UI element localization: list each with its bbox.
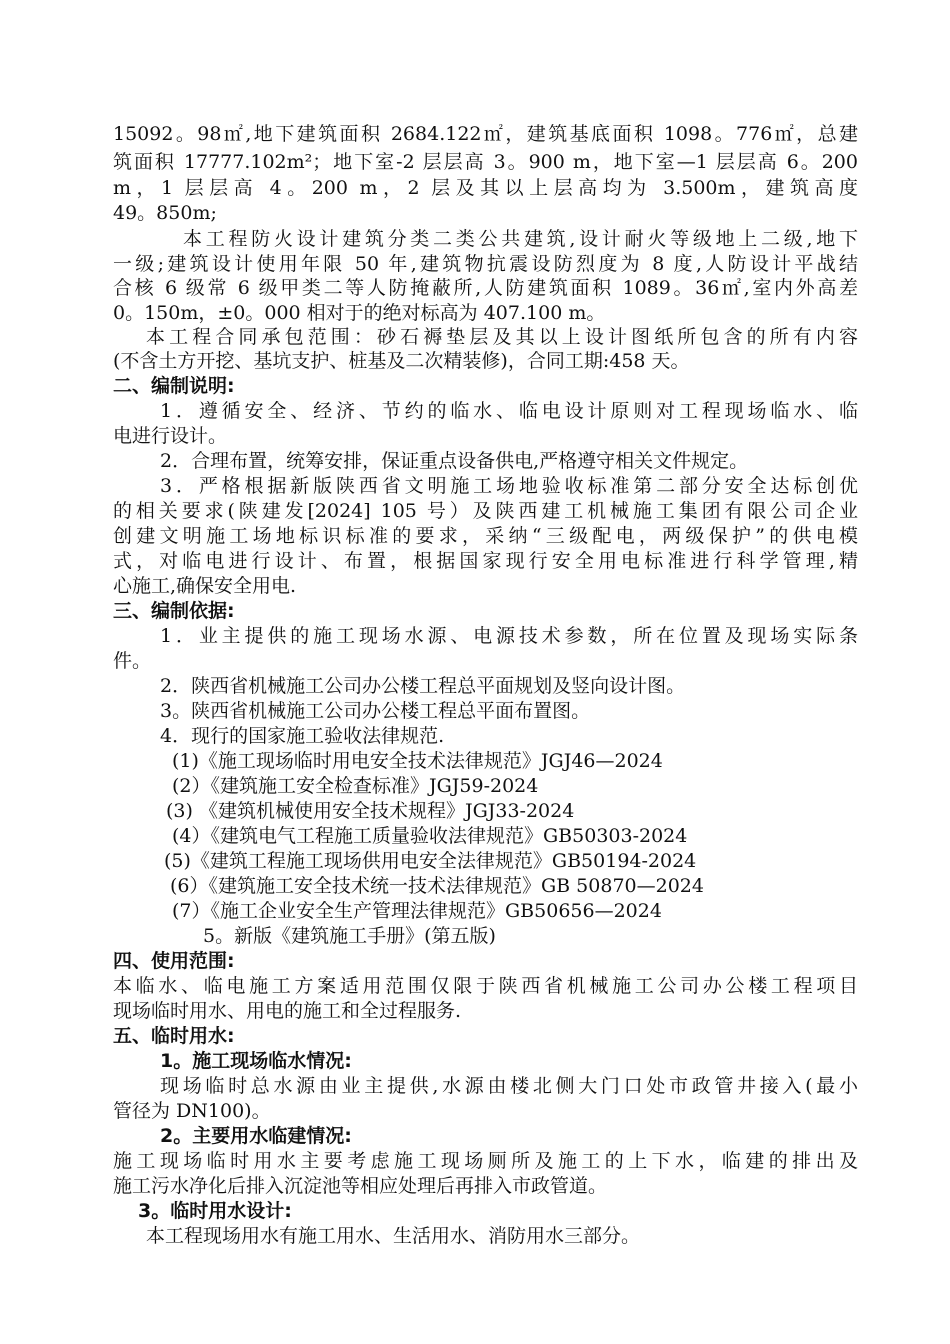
body-text-line: 创建文明施工场地标识标准的要求，采纳“三级配电，两级保护”的供电模	[113, 525, 858, 547]
body-text-line: 现场临时用水、用电的施工和全过程服务.	[113, 1000, 462, 1022]
list-item: 5。新版《建筑施工手册》(第五版)	[203, 925, 496, 947]
body-text-line: 0。150m，±0。000 相对于的绝对标高为 407.100 m。	[113, 302, 606, 324]
body-text-line: 现场临时总水源由业主提供,水源由楼北侧大门口处市政管井接入(最小	[160, 1075, 858, 1097]
body-text-line: 筑面积 17777.102m²；地下室-2 层层高 3。900 m，地下室—1 层层高 6。200	[113, 151, 858, 173]
body-text-line: 施工现场临时用水主要考虑施工现场厕所及施工的上下水，临建的排出及	[113, 1150, 858, 1172]
section-heading: 四、使用范围:	[113, 950, 235, 972]
body-text-line: 的相关要求(陕建发[2024] 105 号）及陕西建工机械施工集团有限公司企业	[113, 500, 858, 522]
regulation-item: (6）《建筑施工安全技术统一技术法律规范》GB 50870—2024	[170, 875, 704, 897]
subsection-heading: 2。主要用水临建情况:	[160, 1125, 352, 1147]
body-text-line: 49。850m;	[113, 202, 217, 224]
body-text-line: 本工程防火设计建筑分类二类公共建筑,设计耐火等级地上二级,地下	[183, 228, 858, 250]
body-text-line: (不含土方开挖、基坑支护、桩基及二次精装修)，合同工期:458 天。	[113, 350, 690, 372]
body-text-line: 本工程合同承包范围：砂石褥垫层及其以上设计图纸所包含的所有内容	[146, 326, 858, 348]
body-text-line: 本工程现场用水有施工用水、生活用水、消防用水三部分。	[146, 1225, 641, 1247]
regulation-item: (2）《建筑施工安全检查标准》JGJ59-2024	[172, 775, 539, 797]
regulation-item: (5)《建筑工程施工现场供用电安全法律规范》GB50194-2024	[164, 850, 697, 872]
list-item: 2．陕西省机械施工公司办公楼工程总平面规划及竖向设计图。	[160, 675, 686, 697]
list-item: 2．合理布置，统筹安排，保证重点设备供电,严格遵守相关文件规定。	[160, 450, 749, 472]
regulation-item: (3) 《建筑机械使用安全技术规程》JGJ33-2024	[166, 800, 575, 822]
subsection-heading: 1。施工现场临水情况:	[160, 1050, 352, 1072]
section-heading: 三、编制依据:	[113, 600, 235, 622]
section-heading: 二、编制说明:	[113, 375, 235, 397]
subsection-heading: 3。临时用水设计:	[138, 1200, 292, 1222]
body-text-line: 一级;建筑设计使用年限 50 年,建筑物抗震设防烈度为 8 度,人防设计平战结	[113, 253, 858, 275]
body-text-line: 本临水、临电施工方案适用范围仅限于陕西省机械施工公司办公楼工程项目	[113, 975, 858, 997]
body-text-line: 15092。98㎡,地下建筑面积 2684.122㎡，建筑基底面积 1098。776㎡，总建	[113, 123, 858, 145]
section-heading: 五、临时用水:	[113, 1025, 235, 1047]
list-item: 1．遵循安全、经济、节约的临水、临电设计原则对工程现场临水、临	[160, 400, 858, 422]
list-item: 4．现行的国家施工验收法律规范.	[160, 725, 445, 747]
regulation-item: (4）《建筑电气工程施工质量验收法律规范》GB50303-2024	[172, 825, 688, 847]
regulation-item: (1)《施工现场临时用电安全技术法律规范》JGJ46—2024	[172, 750, 663, 772]
body-text-line: 式，对临电进行设计、布置，根据国家现行安全用电标准进行科学管理,精	[113, 550, 858, 572]
list-item: 3。陕西省机械施工公司办公楼工程总平面布置图。	[160, 700, 591, 722]
body-text-line: 电进行设计。	[113, 425, 228, 447]
body-text-line: 合核 6 级常 6 级甲类二等人防掩蔽所,人防建筑面积 1089。36㎡,室内外高差	[113, 277, 858, 299]
list-item: 3．严格根据新版陕西省文明施工场地验收标准第二部分安全达标创优	[160, 475, 858, 497]
body-text-line: m，1 层层高 4。200 m，2 层及其以上层高均为 3.500m，建筑高度	[113, 177, 858, 199]
body-text-line: 件。	[113, 650, 152, 672]
body-text-line: 管径为 DN100)。	[113, 1100, 271, 1122]
body-text-line: 施工污水净化后排入沉淀池等相应处理后再排入市政管道。	[113, 1175, 608, 1197]
list-item: 1．业主提供的施工现场水源、电源技术参数，所在位置及现场实际条	[160, 625, 858, 647]
regulation-item: (7）《施工企业安全生产管理法律规范》GB50656—2024	[172, 900, 662, 922]
body-text-line: 心施工,确保安全用电.	[113, 575, 297, 597]
